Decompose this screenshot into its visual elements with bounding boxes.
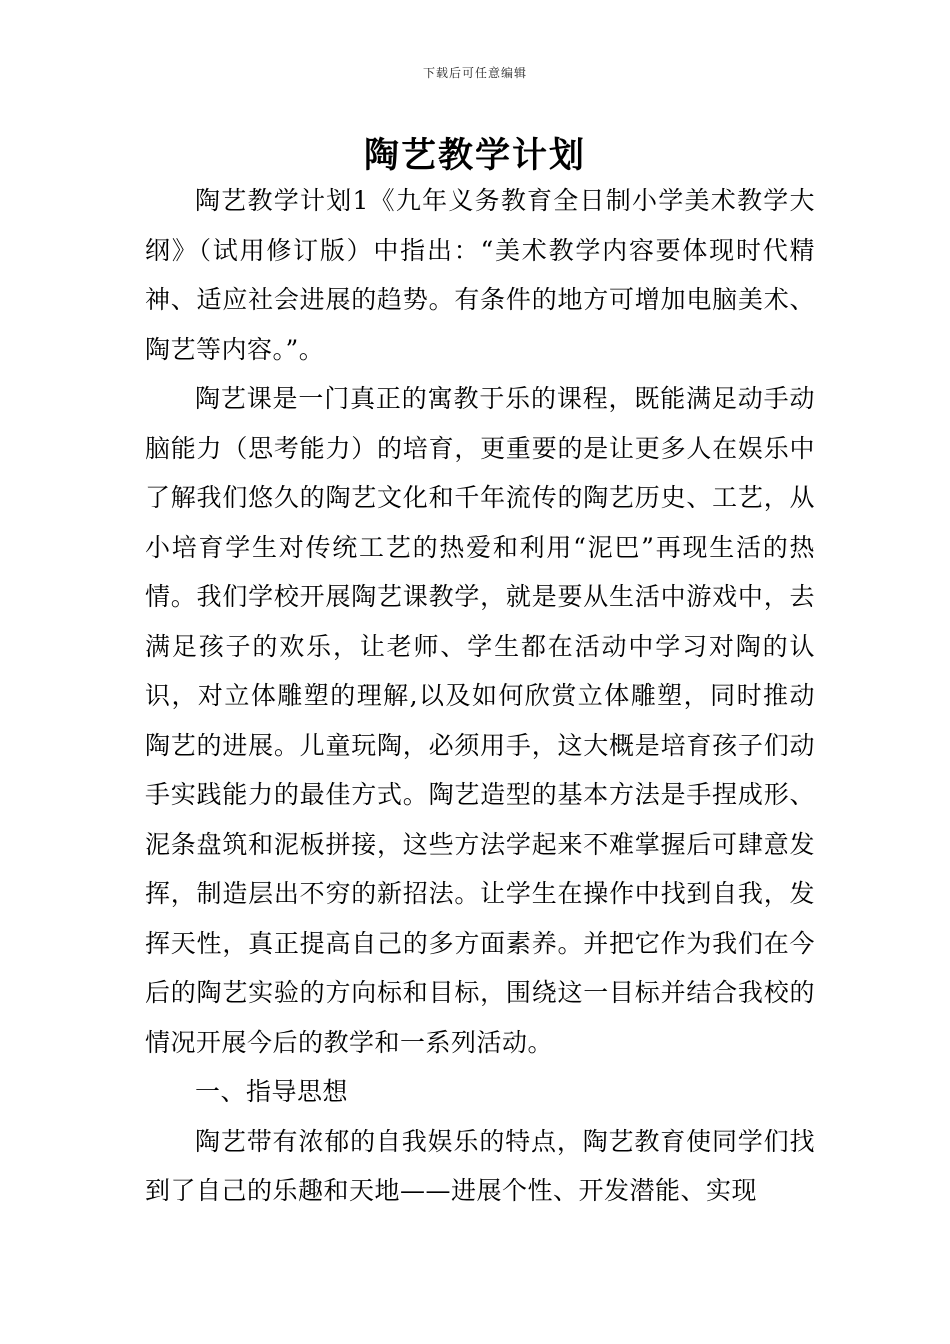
header-note: 下载后可任意编辑 <box>422 66 527 80</box>
paragraph-course-description: 陶艺课是一门真正的寓教于乐的课程，既能满足动手动脑能力（思考能力）的培育，更重要的是让更多人在娱乐中了解我们悠久的陶艺文化和千年流传的陶艺历史、工艺，从小培育学生对传统工艺的热爱和利用“泥巴”再现生活的热情。我们学校开展陶艺课教学，就是要从生活中游戏中，去满足孩子的欢乐，让老师、学生都在活动中学习对陶的认识，对立体雕塑的理解,以及如何欣赏立体雕塑，同时推动陶艺的进展。儿童玩陶，必须用手，这大概是培育孩子们动手实践能力的最佳方式。陶艺造型的基本方法是手捏成形、泥条盘筑和泥板拼接，这些方法学起来不难掌握后可肆意发挥，制造层出不穷的新招法。让学生在操作中找到自我，发挥天性，真正提高自己的多方面素养。并把它作为我们在今后的陶艺实验的方向标和目标，围绕这一目标并结合我校的情况开展今后的教学和一系列活动。 <box>145 384 815 1057</box>
paragraph-guiding-ideology: 陶艺带有浓郁的自我娱乐的特点，陶艺教育使同学们找到了自己的乐趣和天地——进展个性、开发潜能、实现 <box>145 1126 815 1205</box>
document-title: 陶艺教学计划 <box>363 135 586 176</box>
paragraph-intro: 陶艺教学计划1《九年义务教育全日制小学美术教学大纲》（试用修订版）中指出：“美术教学内容要体现时代精神、适应社会进展的趋势。有条件的地方可增加电脑美术、陶艺等内容。”。 <box>145 186 815 364</box>
section-heading-guiding-ideology: 一、指导思想 <box>195 1077 349 1106</box>
document-body <box>145 176 815 1216</box>
